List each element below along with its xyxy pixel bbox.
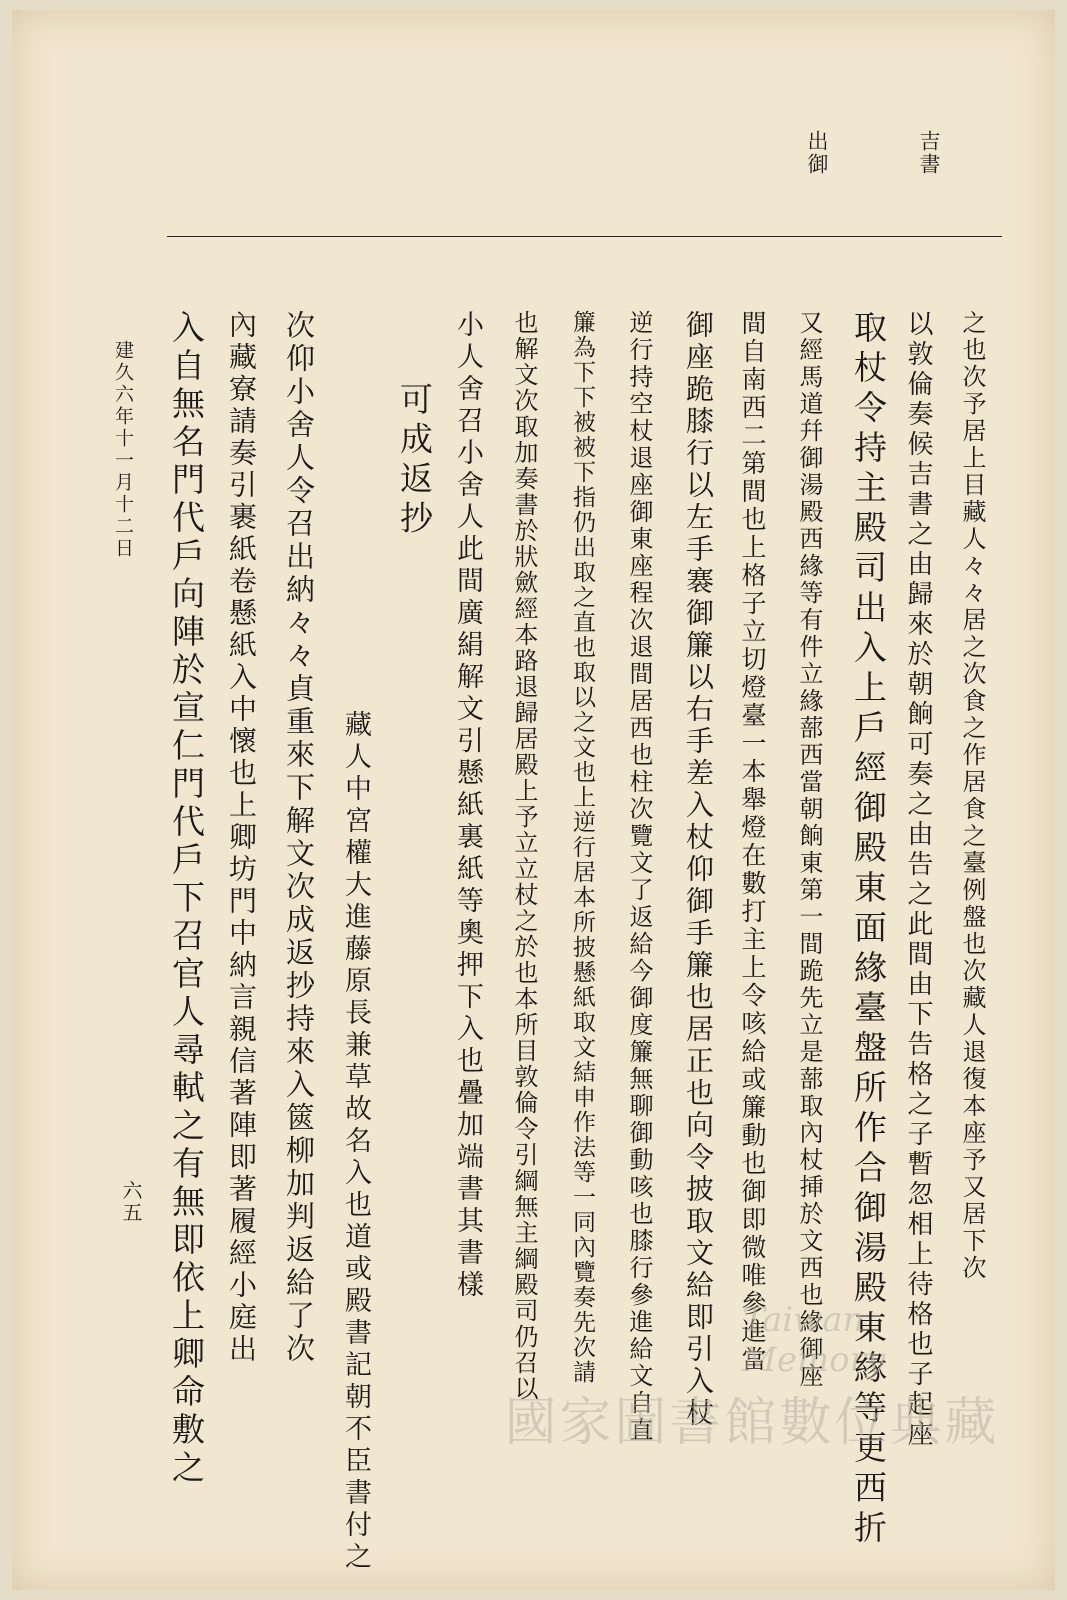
watermark-chinese: 國家圖書館數位典藏 bbox=[504, 1393, 1000, 1453]
text-column-6: 御座跪膝行以左手褰御簾以右手差入杖仰御手簾也居正也向令披取文給即引入杖 bbox=[682, 310, 715, 1430]
text-column-11: 可成返抄 bbox=[395, 382, 434, 540]
watermark-english: Taiwan Memory bbox=[742, 1300, 886, 1380]
text-column-15: 入自無名門代戶向陣於宣仁門代戶下召官人尋軾之有無即依上卿命敷之 bbox=[167, 310, 206, 1488]
text-column-10: 小人舍召小舍人此間廣絹解文引懸紙裏紙等奧押下入也疊加端書其書樣 bbox=[452, 310, 483, 1302]
text-column-12: 藏人中宮權大進藤原長兼草故名入也道或殿書記朝不臣書付之 bbox=[340, 710, 371, 1574]
document-page bbox=[12, 10, 1055, 1590]
text-column-14: 內藏寮請奏引裹紙卷懸紙入中懷也上卿坊門中納言親信著陣即著履經小庭出 bbox=[225, 310, 258, 1366]
text-column-3: 取杖令持主殿司出入上戶經御殿東面緣臺盤所作合御湯殿東緣等更西折 bbox=[849, 310, 888, 1550]
text-column-8: 簾為下下被被下指仍出取之直也取以之文也上逆行居本所披懸紙取文結申作法等一同內覽奏先次請 bbox=[569, 310, 595, 1385]
header-shutsugyo: 出御 bbox=[805, 130, 829, 176]
text-column-9: 也解文次取加奏書於狀歛經本路退歸居殿上予立立杖之於也本所目敦倫令引綱無主綱殿司仍召以 bbox=[510, 310, 538, 1402]
text-column-4: 又經馬道幷御湯殿西緣等有件立緣蔀西當朝餉東第一間跪先立是蔀取內杖挿於文西也緣御座 bbox=[795, 310, 823, 1390]
text-column-5: 間自南西二第間也上格子立切燈臺一本舉燈在數打主上令咳給或簾動也御即微唯參進當 bbox=[738, 310, 767, 1374]
header-kissho: 吉書 bbox=[917, 130, 941, 176]
text-column-2: 以敦倫奏候吉書之由歸來於朝餉可奏之由告之此間由下告格之子暫忽相上待格也子起座 bbox=[903, 310, 933, 1450]
text-column-7: 逆行持空杖退座御東座程次退間居西也柱次覽文了返給今御度簾無聊御動咳也膝行參進給文自直 bbox=[625, 310, 653, 1444]
header-divider bbox=[167, 236, 1002, 237]
text-column-13: 次仰小舍人令召出納々々貞重來下解文次成返抄持來入篋柳加判返給了次 bbox=[282, 310, 316, 1366]
text-column-1: 之也次予居上目藏人々々居之次食之作居食之臺例盤也次藏人退復本座予又居下次 bbox=[958, 310, 986, 1282]
footer-date: 建久六年十一月十二日 bbox=[112, 340, 134, 560]
page-number: 六五 bbox=[119, 1180, 143, 1224]
